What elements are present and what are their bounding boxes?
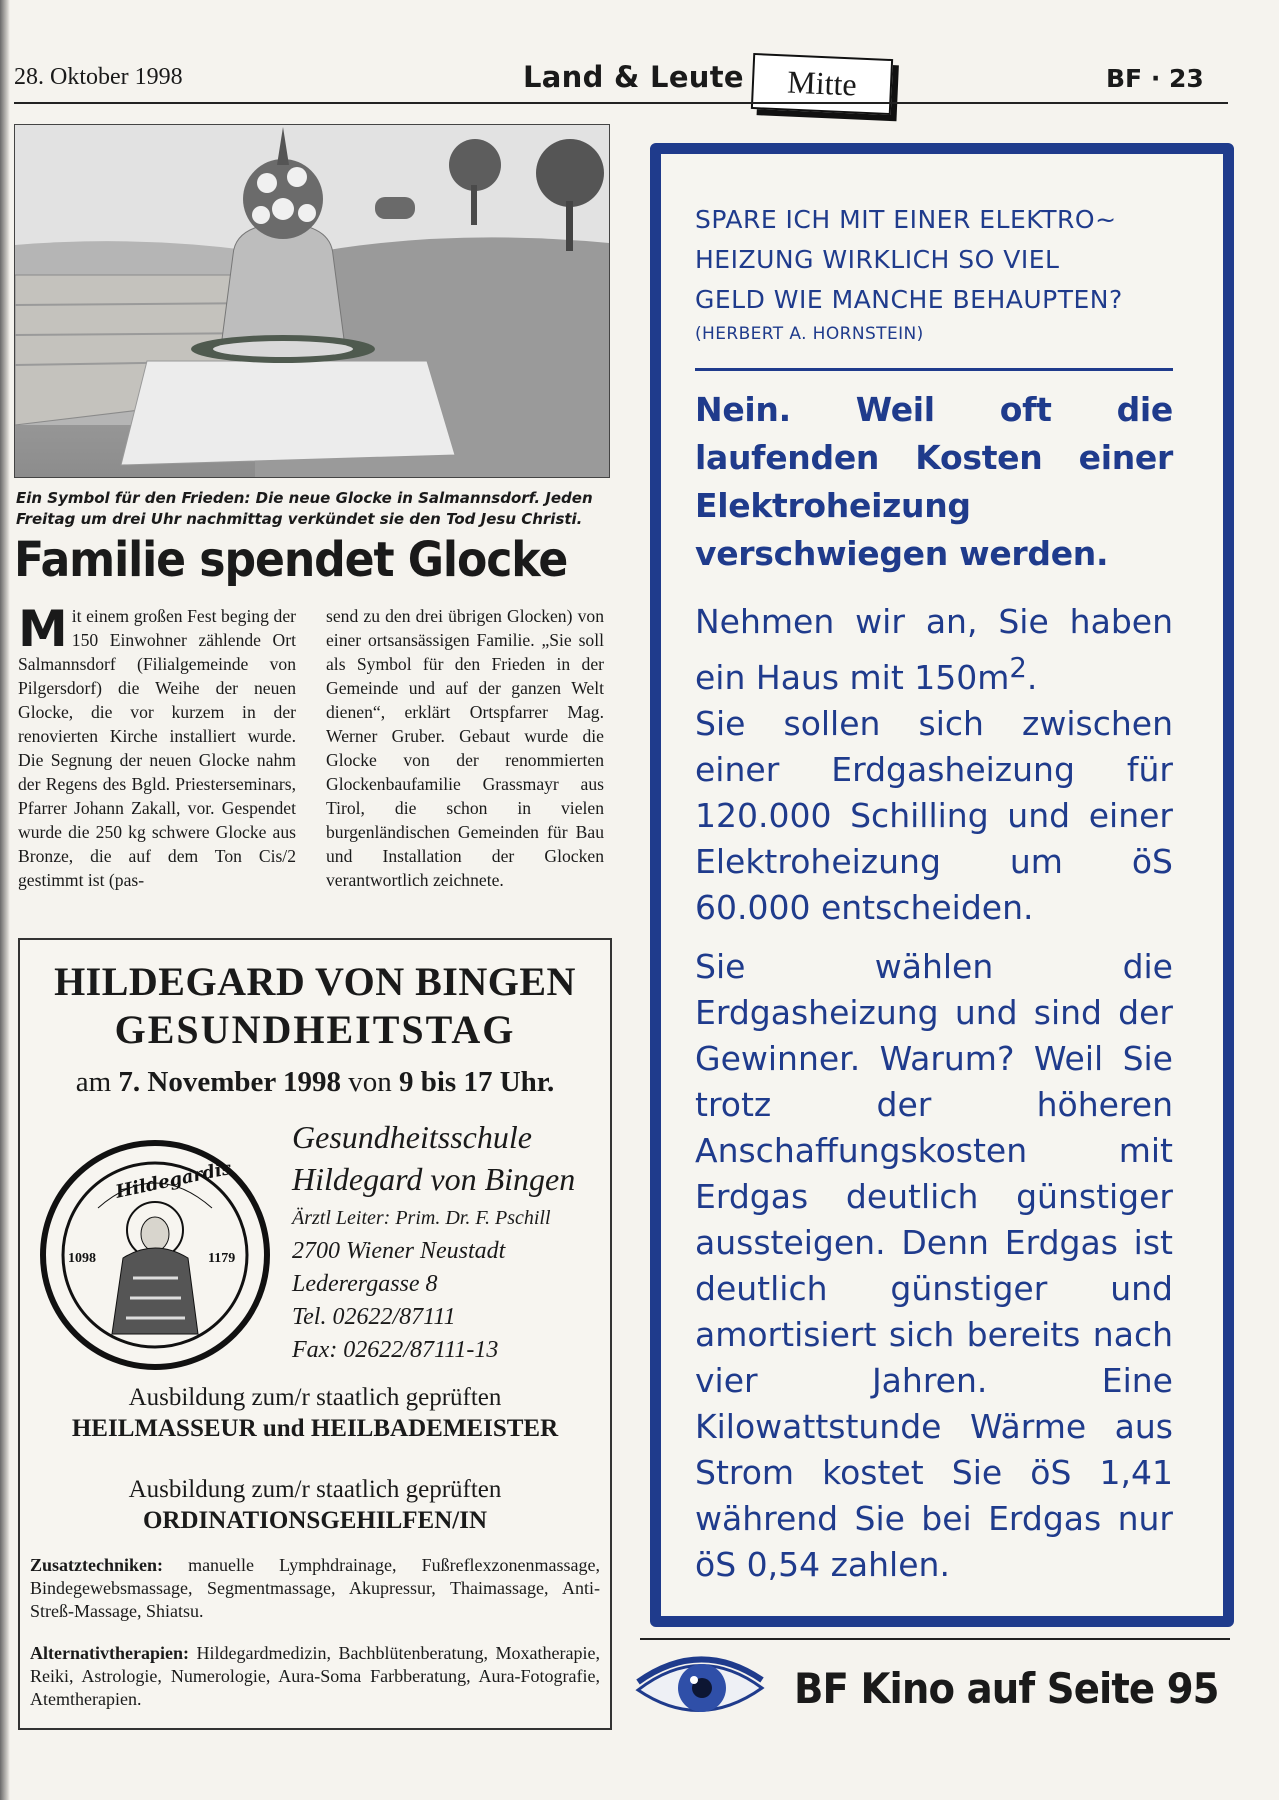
promo-author: (HERBERT A. HORNSTEIN): [695, 324, 924, 344]
training-1-line-1: Ausbildung zum/r staatlich geprüften: [128, 1384, 502, 1411]
promo-answer: Nein. Weil oft die laufenden Kosten einer Elektroheizung verschwiegen werden.: [695, 390, 1173, 573]
ad-date-line: [20, 1066, 610, 1099]
training-1-line-2: HEILMASSEUR und HEILBADEMEISTER: [71, 1415, 559, 1442]
school-name: [292, 1116, 610, 1200]
school-contact: [292, 1202, 610, 1367]
promo-paragraph-1-choice: Sie sollen sich zwischen einer Erdgasheizung für 120.000 Schilling und einer Elektroheizung um öS 60.000 entscheiden.: [695, 704, 1173, 927]
promo-question-line-1: SPARE ICH MIT EINER ELEKTRO~: [695, 205, 1117, 234]
article-column-1-text: it einem großen Fest beging der 150 Einwohner zählende Ort Salmannsdorf (Filialgemeinde von Pilgersdorf) die Weihe der neuen Glocke, die vor kurzem in der renovierten Kirche installiert wurde. Die Segnung der neuen Glocke nahm der Regens des Bgld. Priesterseminars, Pfarrer Johann Zakall, vor. Gespendet wurde die 250 kg schwere Glocke aus Bronze, die auf dem Ton Cis/2 gestimmt ist (pas-: [18, 606, 296, 890]
seal-left-year: 1098: [68, 1251, 96, 1266]
bell-photo-illustration: [15, 125, 609, 477]
eye-icon: [634, 1652, 766, 1722]
promo-question-line-3: GELD WIE MANCHE BEHAUPTEN?: [695, 285, 1123, 314]
alternative-therapies: [30, 1642, 600, 1711]
alternative-therapies-text: Hildegardmedizin, Bachblütenberatung, Moxatherapie, Reiki, Astrologie, Numerologie, Aura-Soma Farbberatung, Aura-Fotografie, Atemtherapien.: [30, 1643, 600, 1709]
hildegard-seal-logo: [38, 1138, 272, 1372]
promo-paragraph-1-intro: [695, 599, 1173, 701]
promo-divider: [695, 368, 1173, 371]
school-tel: Tel. 02622/87111: [292, 1304, 456, 1330]
additional-techniques-text: manuelle Lymphdrainage, Fußreflexzonenmassage, Bindegewebsmassage, Segmentmassage, Akupressur, Thaimassage, Anti-Streß-Massage, Shiatsu.: [30, 1555, 601, 1621]
promo-para1-b: .: [1026, 658, 1038, 697]
ad-title: HILDEGARD VON BINGEN: [54, 959, 576, 1004]
photo-caption: Ein Symbol für den Frieden: Die neue Glocke in Salmannsdorf. Jeden Freitag um drei Uhr nachmittag verkündet sie den Tod Jesu Christi.: [16, 489, 593, 528]
training-2-line-1: Ausbildung zum/r staatlich geprüften: [128, 1476, 502, 1503]
training-ordinationsgehilfe: [20, 1474, 610, 1536]
page-binding-shadow: [0, 0, 10, 1800]
training-2-line-2: ORDINATIONSGEHILFEN/IN: [142, 1507, 488, 1534]
kino-teaser[interactable]: BF Kino auf Seite 95: [794, 1664, 1219, 1713]
region-tag: Mitte: [751, 53, 893, 115]
promo-question-line-2: HEIZUNG WIRKLICH SO VIEL: [695, 245, 1060, 274]
promo-para1-sup: 2: [1009, 652, 1027, 684]
seal-text: Hildegardis: [113, 1157, 234, 1203]
hildegard-advertisement: [18, 938, 612, 1730]
ad-subtitle: GESUNDHEITSTAG: [114, 1007, 516, 1052]
footer-rule: [640, 1638, 1230, 1640]
seal-right-year: 1179: [208, 1251, 236, 1266]
training-heilmasseur: [20, 1382, 610, 1444]
promo-paragraph-1: [695, 599, 1173, 931]
section-title: Land & Leute: [523, 60, 744, 94]
bell-photo: [14, 124, 610, 478]
drop-cap: M: [18, 600, 68, 658]
alternative-therapies-label: Alternativtherapien:: [30, 1643, 189, 1663]
ad-date-am: am: [75, 1066, 112, 1098]
article-headline: Familie spendet Glocke: [14, 532, 568, 588]
article-column-1: [18, 600, 296, 892]
article-column-2-text: send zu den drei übrigen Glocken) von einer ortsansässigen Familie. „Sie soll als Symbol für den Frieden in der Gemeinde und auf der ganzen Welt dienen“, erklärt Ortspfarrer Mag. Werner Gruber. Gebaut wurde die Glocke von der renommierten Glockenbaufamilie Grassmayr aus Tirol, die schon in vielen burgenländischen Gemeinden für Bau und Installation der Glocken verantwortlich zeichnete.: [326, 606, 604, 890]
school-fax: Fax: 02622/87111-13: [292, 1337, 499, 1363]
school-address-2: Lederergasse 8: [292, 1271, 438, 1297]
promo-paragraph-2-text: Sie wählen die Erdgasheizung und sind der Gewinner. Warum? Weil Sie trotz der höheren Anschaffungskosten mit Erdgas deutlich günstiger aussteigen. Denn Erdgas ist deutlich günstiger und amortisiert sich bereits nach vier Jahren. Eine Kilowattstunde Wärme aus Strom kostet Sie öS 1,41 während Sie bei Erdgas nur öS 0,54 zahlen.: [695, 947, 1173, 1584]
header-rule: [14, 102, 1228, 104]
school-name-line-1: Gesundheitsschule: [292, 1119, 532, 1155]
article-column-2: [326, 604, 604, 892]
ad-date-time: 9 bis 17 Uhr.: [399, 1066, 555, 1098]
promo-paragraph-2: [695, 944, 1173, 1588]
school-name-line-2: Hildegard von Bingen: [292, 1161, 576, 1197]
ad-date-day: 7. November 1998: [118, 1066, 341, 1098]
school-address-1: 2700 Wiener Neustadt: [292, 1238, 506, 1264]
school-leader: Ärztl Leiter: Prim. Dr. F. Pschill: [292, 1207, 551, 1229]
page-number: BF · 23: [1106, 64, 1204, 93]
promo-question: [695, 200, 1195, 320]
ad-date-von: von: [348, 1066, 392, 1098]
additional-techniques-label: Zusatztechniken:: [30, 1555, 164, 1575]
promo-para1-a: Nehmen wir an, Sie haben ein Haus mit 150m: [695, 602, 1173, 697]
additional-techniques: [30, 1554, 600, 1623]
issue-date: 28. Oktober 1998: [14, 64, 183, 90]
erdgas-promo-box: [650, 143, 1234, 1627]
